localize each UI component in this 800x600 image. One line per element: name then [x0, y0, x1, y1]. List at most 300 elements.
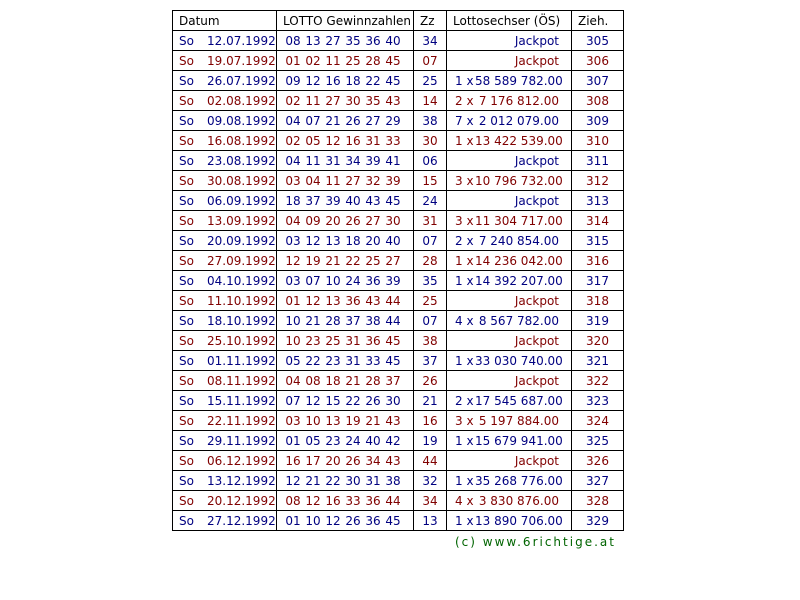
- draw-number: 320: [572, 331, 624, 351]
- weekday: So: [179, 313, 194, 328]
- table-header-row: [173, 11, 624, 31]
- weekday: So: [179, 193, 194, 208]
- winning-number: 12: [305, 233, 321, 248]
- winning-number: 45: [385, 353, 401, 368]
- winning-number: 04: [285, 213, 301, 228]
- table-row: [173, 111, 624, 131]
- winning-number: 40: [365, 433, 381, 448]
- draw-date: 18.10.1992: [207, 313, 276, 328]
- table-row: [173, 451, 624, 471]
- winning-number: 11: [305, 93, 321, 108]
- lotto-sechser-cell: [447, 111, 572, 131]
- winning-number: 10: [305, 413, 321, 428]
- copyright-text: (c) www.6richtige.at: [455, 535, 616, 549]
- draw-number: 328: [572, 491, 624, 511]
- winning-number: 43: [385, 453, 401, 468]
- winning-number: 44: [385, 493, 401, 508]
- draw-number: 325: [572, 431, 624, 451]
- bonus-number: 15: [414, 171, 447, 191]
- lotto-sechser-cell: [447, 31, 572, 51]
- lotto-sechser-cell: [447, 71, 572, 91]
- bonus-number: 25: [414, 291, 447, 311]
- winning-number: 20: [325, 453, 341, 468]
- winning-number: 37: [305, 193, 321, 208]
- draw-date: 13.12.1992: [207, 473, 276, 488]
- winning-number: 39: [385, 273, 401, 288]
- winning-number: 38: [385, 473, 401, 488]
- prize-amount: 10 796 732.00: [475, 173, 563, 188]
- prize-amount: 17 545 687.00: [475, 393, 563, 408]
- lotto-sechser-cell: [447, 391, 572, 411]
- date-cell: [173, 71, 277, 91]
- bonus-number: 07: [414, 231, 447, 251]
- bonus-number: 16: [414, 411, 447, 431]
- winning-number: 45: [385, 73, 401, 88]
- header-zz: Zz: [414, 11, 447, 31]
- winning-number: 16: [325, 73, 341, 88]
- weekday: So: [179, 453, 194, 468]
- table-row: [173, 391, 624, 411]
- winning-number: 01: [285, 53, 301, 68]
- weekday: So: [179, 333, 194, 348]
- table-row: [173, 511, 624, 531]
- winner-count: 1 x: [455, 133, 474, 148]
- winning-number: 18: [345, 73, 361, 88]
- winning-number: 22: [305, 353, 321, 368]
- winning-number: 09: [285, 73, 301, 88]
- winning-number: 02: [285, 93, 301, 108]
- draw-number: 307: [572, 71, 624, 91]
- date-cell: [173, 111, 277, 131]
- draw-date: 27.09.1992: [207, 253, 276, 268]
- weekday: So: [179, 513, 194, 528]
- winner-count: 4 x: [455, 493, 474, 508]
- numbers-cell: [277, 111, 414, 131]
- winning-number: 26: [345, 113, 361, 128]
- bonus-number: 26: [414, 371, 447, 391]
- winning-number: 22: [345, 253, 361, 268]
- draw-date: 09.08.1992: [207, 113, 276, 128]
- bonus-number: 06: [414, 151, 447, 171]
- draw-date: 08.11.1992: [207, 373, 276, 388]
- winning-number: 12: [285, 473, 301, 488]
- winner-count: 3 x: [455, 173, 474, 188]
- winning-number: 25: [365, 253, 381, 268]
- lotto-sechser-cell: [447, 311, 572, 331]
- jackpot-label: Jackpot: [514, 453, 559, 468]
- weekday: So: [179, 373, 194, 388]
- lotto-sechser-cell: [447, 431, 572, 451]
- draw-date: 11.10.1992: [207, 293, 276, 308]
- numbers-cell: [277, 431, 414, 451]
- bonus-number: 32: [414, 471, 447, 491]
- winning-number: 26: [365, 393, 381, 408]
- bonus-number: 21: [414, 391, 447, 411]
- winning-number: 43: [365, 293, 381, 308]
- bonus-number: 30: [414, 131, 447, 151]
- prize-amount: 14 392 207.00: [475, 273, 563, 288]
- header-datum: Datum: [173, 11, 277, 31]
- lotto-sechser-cell: [447, 211, 572, 231]
- winning-number: 11: [305, 153, 321, 168]
- winning-number: 12: [305, 73, 321, 88]
- prize-amount: 5 197 884.00: [478, 413, 559, 428]
- winning-number: 05: [305, 433, 321, 448]
- draw-date: 30.08.1992: [207, 173, 276, 188]
- jackpot-label: Jackpot: [514, 193, 559, 208]
- winning-number: 11: [325, 173, 341, 188]
- winning-number: 24: [345, 273, 361, 288]
- date-cell: [173, 191, 277, 211]
- winning-number: 28: [325, 313, 341, 328]
- winning-number: 20: [325, 213, 341, 228]
- winning-number: 27: [325, 33, 341, 48]
- draw-number: 310: [572, 131, 624, 151]
- winning-number: 03: [285, 413, 301, 428]
- winning-number: 10: [305, 513, 321, 528]
- draw-date: 27.12.1992: [207, 513, 276, 528]
- numbers-cell: [277, 31, 414, 51]
- table-row: [173, 211, 624, 231]
- winning-number: 31: [365, 473, 381, 488]
- winning-number: 12: [325, 133, 341, 148]
- draw-number: 305: [572, 31, 624, 51]
- table-row: [173, 251, 624, 271]
- date-cell: [173, 371, 277, 391]
- winning-number: 26: [345, 453, 361, 468]
- winning-number: 27: [365, 113, 381, 128]
- draw-number: 326: [572, 451, 624, 471]
- numbers-cell: [277, 211, 414, 231]
- draw-date: 02.08.1992: [207, 93, 276, 108]
- winning-number: 37: [345, 313, 361, 328]
- bonus-number: 13: [414, 511, 447, 531]
- table-row: [173, 351, 624, 371]
- date-cell: [173, 451, 277, 471]
- table-row: [173, 331, 624, 351]
- winning-number: 24: [345, 433, 361, 448]
- draw-number: 324: [572, 411, 624, 431]
- winning-number: 40: [385, 33, 401, 48]
- table-row: [173, 431, 624, 451]
- winning-number: 40: [385, 233, 401, 248]
- draw-date: 20.09.1992: [207, 233, 276, 248]
- prize-amount: 8 567 782.00: [478, 313, 559, 328]
- numbers-cell: [277, 511, 414, 531]
- winner-count: 1 x: [455, 73, 474, 88]
- winning-number: 22: [325, 473, 341, 488]
- winning-number: 39: [365, 153, 381, 168]
- winning-number: 10: [285, 333, 301, 348]
- winning-number: 19: [305, 253, 321, 268]
- winning-number: 05: [305, 133, 321, 148]
- winning-number: 30: [345, 93, 361, 108]
- winning-number: 12: [285, 253, 301, 268]
- table-row: [173, 131, 624, 151]
- numbers-cell: [277, 471, 414, 491]
- draw-number: 318: [572, 291, 624, 311]
- winning-number: 12: [305, 293, 321, 308]
- table-row: [173, 171, 624, 191]
- date-cell: [173, 311, 277, 331]
- lotto-sechser-cell: [447, 491, 572, 511]
- winning-number: 23: [305, 333, 321, 348]
- winning-number: 36: [345, 293, 361, 308]
- table-row: [173, 31, 624, 51]
- prize-amount: 13 422 539.00: [475, 133, 563, 148]
- winning-number: 22: [345, 393, 361, 408]
- winning-number: 09: [305, 213, 321, 228]
- weekday: So: [179, 393, 194, 408]
- date-cell: [173, 171, 277, 191]
- date-cell: [173, 91, 277, 111]
- prize-amount: 15 679 941.00: [475, 433, 563, 448]
- table-row: [173, 491, 624, 511]
- bonus-number: 28: [414, 251, 447, 271]
- jackpot-label: Jackpot: [514, 373, 559, 388]
- weekday: So: [179, 413, 194, 428]
- weekday: So: [179, 293, 194, 308]
- draw-number: 317: [572, 271, 624, 291]
- date-cell: [173, 351, 277, 371]
- lotto-sechser-cell: [447, 251, 572, 271]
- draw-number: 312: [572, 171, 624, 191]
- winning-number: 13: [325, 413, 341, 428]
- winning-number: 45: [385, 193, 401, 208]
- lotto-sechser-cell: [447, 131, 572, 151]
- prize-amount: 11 304 717.00: [475, 213, 563, 228]
- winner-count: 2 x: [455, 233, 474, 248]
- winning-number: 45: [385, 53, 401, 68]
- draw-date: 20.12.1992: [207, 493, 276, 508]
- winning-number: 30: [385, 393, 401, 408]
- winning-number: 15: [325, 393, 341, 408]
- jackpot-label: Jackpot: [514, 333, 559, 348]
- header-zieh: Zieh.: [572, 11, 624, 31]
- draw-date: 23.08.1992: [207, 153, 276, 168]
- winning-number: 29: [385, 113, 401, 128]
- draw-date: 06.12.1992: [207, 453, 276, 468]
- jackpot-label: Jackpot: [514, 33, 559, 48]
- draw-date: 01.11.1992: [207, 353, 276, 368]
- winner-count: 1 x: [455, 253, 474, 268]
- winning-number: 01: [285, 433, 301, 448]
- winning-number: 36: [365, 333, 381, 348]
- winning-number: 22: [365, 73, 381, 88]
- date-cell: [173, 411, 277, 431]
- winner-count: 2 x: [455, 393, 474, 408]
- winning-number: 31: [345, 353, 361, 368]
- lotto-sechser-cell: [447, 51, 572, 71]
- date-cell: [173, 491, 277, 511]
- winning-number: 18: [345, 233, 361, 248]
- draw-number: 308: [572, 91, 624, 111]
- draw-number: 314: [572, 211, 624, 231]
- draw-date: 04.10.1992: [207, 273, 276, 288]
- draw-date: 26.07.1992: [207, 73, 276, 88]
- bonus-number: 19: [414, 431, 447, 451]
- table-row: [173, 51, 624, 71]
- bonus-number: 37: [414, 351, 447, 371]
- numbers-cell: [277, 371, 414, 391]
- winning-number: 43: [385, 93, 401, 108]
- date-cell: [173, 211, 277, 231]
- table-row: [173, 311, 624, 331]
- winning-number: 30: [345, 473, 361, 488]
- winning-number: 40: [345, 193, 361, 208]
- numbers-cell: [277, 131, 414, 151]
- lotto-results-table: [172, 10, 624, 531]
- winning-number: 31: [365, 133, 381, 148]
- winning-number: 13: [325, 293, 341, 308]
- draw-number: 311: [572, 151, 624, 171]
- draw-date: 12.07.1992: [207, 33, 276, 48]
- numbers-cell: [277, 171, 414, 191]
- table-row: [173, 71, 624, 91]
- winning-number: 27: [365, 213, 381, 228]
- jackpot-label: Jackpot: [514, 293, 559, 308]
- winning-number: 02: [285, 133, 301, 148]
- winning-number: 33: [345, 493, 361, 508]
- winning-number: 39: [385, 173, 401, 188]
- winning-number: 31: [325, 153, 341, 168]
- bonus-number: 24: [414, 191, 447, 211]
- winning-number: 21: [305, 473, 321, 488]
- header-numbers: LOTTO Gewinnzahlen: [277, 11, 414, 31]
- date-cell: [173, 391, 277, 411]
- bonus-number: 31: [414, 211, 447, 231]
- winning-number: 02: [305, 53, 321, 68]
- winning-number: 13: [325, 233, 341, 248]
- winner-count: 1 x: [455, 433, 474, 448]
- prize-amount: 7 176 812.00: [478, 93, 559, 108]
- lotto-sechser-cell: [447, 411, 572, 431]
- date-cell: [173, 251, 277, 271]
- winning-number: 16: [325, 493, 341, 508]
- numbers-cell: [277, 251, 414, 271]
- winning-number: 07: [285, 393, 301, 408]
- winning-number: 44: [385, 313, 401, 328]
- table-row: [173, 291, 624, 311]
- lotto-sechser-cell: [447, 511, 572, 531]
- winning-number: 18: [285, 193, 301, 208]
- weekday: So: [179, 173, 194, 188]
- winning-number: 34: [345, 153, 361, 168]
- winning-number: 04: [285, 373, 301, 388]
- winning-number: 21: [325, 253, 341, 268]
- winning-number: 42: [385, 433, 401, 448]
- winning-number: 37: [385, 373, 401, 388]
- numbers-cell: [277, 491, 414, 511]
- winning-number: 20: [365, 233, 381, 248]
- weekday: So: [179, 33, 194, 48]
- date-cell: [173, 471, 277, 491]
- winning-number: 26: [345, 213, 361, 228]
- prize-amount: 13 890 706.00: [475, 513, 563, 528]
- winning-number: 36: [365, 493, 381, 508]
- winning-number: 36: [365, 513, 381, 528]
- date-cell: [173, 511, 277, 531]
- winner-count: 3 x: [455, 413, 474, 428]
- jackpot-label: Jackpot: [514, 153, 559, 168]
- table-row: [173, 271, 624, 291]
- table-row: [173, 371, 624, 391]
- bonus-number: 35: [414, 271, 447, 291]
- winning-number: 27: [325, 93, 341, 108]
- winning-number: 35: [345, 33, 361, 48]
- winner-count: 3 x: [455, 213, 474, 228]
- numbers-cell: [277, 411, 414, 431]
- winning-number: 16: [345, 133, 361, 148]
- weekday: So: [179, 433, 194, 448]
- winning-number: 33: [365, 353, 381, 368]
- bonus-number: 34: [414, 31, 447, 51]
- weekday: So: [179, 153, 194, 168]
- winning-number: 21: [325, 113, 341, 128]
- numbers-cell: [277, 331, 414, 351]
- date-cell: [173, 131, 277, 151]
- numbers-cell: [277, 311, 414, 331]
- weekday: So: [179, 473, 194, 488]
- draw-number: 315: [572, 231, 624, 251]
- draw-number: 329: [572, 511, 624, 531]
- draw-number: 319: [572, 311, 624, 331]
- lotto-sechser-cell: [447, 171, 572, 191]
- bonus-number: 25: [414, 71, 447, 91]
- weekday: So: [179, 493, 194, 508]
- date-cell: [173, 31, 277, 51]
- numbers-cell: [277, 351, 414, 371]
- lotto-sechser-cell: [447, 371, 572, 391]
- winning-number: 43: [365, 193, 381, 208]
- weekday: So: [179, 113, 194, 128]
- winning-number: 18: [325, 373, 341, 388]
- winning-number: 41: [385, 153, 401, 168]
- winning-number: 21: [305, 313, 321, 328]
- weekday: So: [179, 73, 194, 88]
- date-cell: [173, 331, 277, 351]
- winning-number: 45: [385, 333, 401, 348]
- winning-number: 03: [285, 273, 301, 288]
- draw-number: 316: [572, 251, 624, 271]
- winning-number: 38: [365, 313, 381, 328]
- winning-number: 12: [305, 393, 321, 408]
- numbers-cell: [277, 71, 414, 91]
- winner-count: 7 x: [455, 113, 474, 128]
- winning-number: 01: [285, 293, 301, 308]
- draw-date: 16.08.1992: [207, 133, 276, 148]
- winning-number: 45: [385, 513, 401, 528]
- bonus-number: 07: [414, 51, 447, 71]
- draw-number: 322: [572, 371, 624, 391]
- winning-number: 04: [285, 113, 301, 128]
- winner-count: 2 x: [455, 93, 474, 108]
- numbers-cell: [277, 451, 414, 471]
- draw-number: 306: [572, 51, 624, 71]
- prize-amount: 7 240 854.00: [478, 233, 559, 248]
- lotto-sechser-cell: [447, 291, 572, 311]
- prize-amount: 33 030 740.00: [475, 353, 563, 368]
- winning-number: 10: [325, 273, 341, 288]
- numbers-cell: [277, 291, 414, 311]
- prize-amount: 14 236 042.00: [475, 253, 563, 268]
- weekday: So: [179, 353, 194, 368]
- header-lotto: Lottosechser (ÖS): [447, 11, 572, 31]
- table-row: [173, 91, 624, 111]
- lotto-sechser-cell: [447, 451, 572, 471]
- winning-number: 30: [385, 213, 401, 228]
- bonus-number: 34: [414, 491, 447, 511]
